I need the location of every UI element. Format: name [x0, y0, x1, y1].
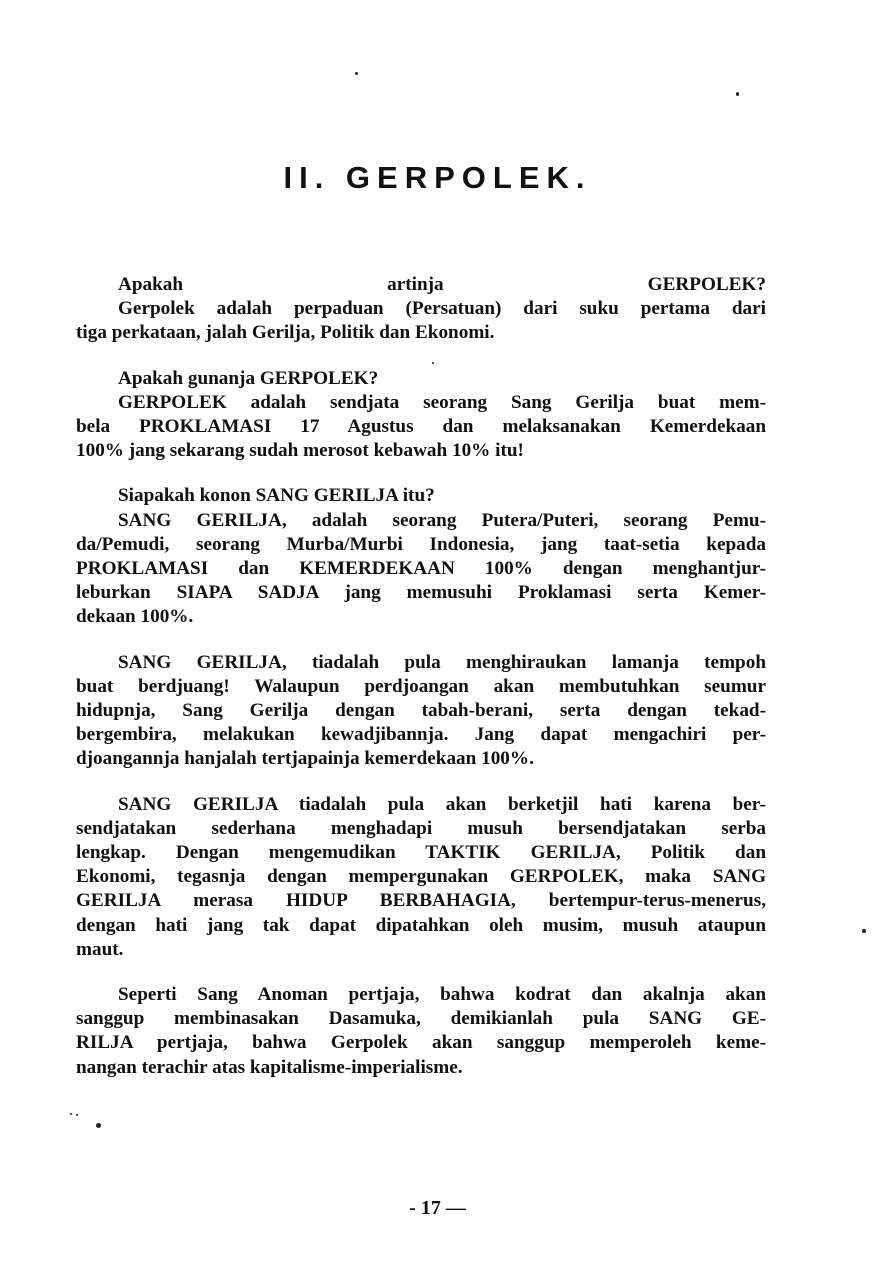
chapter-title: II. GERPOLEK.	[283, 160, 592, 195]
section-anoman	[76, 983, 766, 1080]
text-line: sanggup membinasakan Dasamuka, demikianlah pula SANG GE-	[76, 1008, 766, 1030]
text-line: SANG GERILJA tiadalah pula akan berketjil hati karena ber-	[118, 793, 766, 815]
print-speck	[432, 362, 434, 364]
text-line: buat berdjuang! Walaupun perdjoangan akan membutuhkan seumur	[76, 675, 766, 697]
text-line: dekaan 100%.	[76, 606, 194, 628]
text-line: GERILJA merasa HIDUP BERBAHAGIA, bertempur-terus-menerus,	[76, 890, 766, 912]
section-gerpolek-purpose	[76, 367, 766, 464]
text-line: tiga perkataan, jalah Gerilja, Politik dan Ekonomi.	[76, 322, 495, 344]
section-courage	[76, 793, 766, 962]
print-speck	[76, 1114, 78, 1116]
text-line: SANG GERILJA, tiadalah pula menghiraukan lamanja tempoh	[118, 651, 766, 673]
text-line: RILJA pertjaja, bahwa Gerpolek akan sanggup memperoleh keme-	[76, 1032, 766, 1054]
question-line: Siapakah konon SANG GERILJA itu?	[118, 485, 435, 507]
text-line: nangan terachir atas kapitalisme-imperialisme.	[76, 1056, 463, 1078]
text-line: da/Pemudi, seorang Murba/Murbi Indonesia, jang taat-setia kepada	[76, 533, 766, 555]
print-speck	[862, 929, 866, 933]
text-line: GERPOLEK adalah sendjata seorang Sang Gerilja buat mem-	[118, 391, 766, 413]
text-line: SANG GERILJA, adalah seorang Putera/Puteri, seorang Pemu-	[118, 509, 766, 531]
print-speck	[96, 1123, 101, 1128]
page-number: - 17 —	[409, 1197, 466, 1219]
text-line: bela PROKLAMASI 17 Agustus dan melaksanakan Kemerdekaan	[76, 416, 766, 438]
text-line: Gerpolek adalah perpaduan (Persatuan) dari suku pertama dari	[118, 298, 766, 320]
text-line: djoangannja hanjalah tertjapainja kemerdekaan 100%.	[76, 748, 534, 770]
question-line: Apakah artinja GERPOLEK?	[118, 274, 766, 295]
text-line: leburkan SIAPA SADJA jang memusuhi Proklamasi serta Kemer-	[76, 582, 766, 604]
text-line: Ekonomi, tegasnja dengan mempergunakan GERPOLEK, maka SANG	[76, 866, 766, 888]
text-line: 100% jang sekarang sudah merosot kebawah 10% itu!	[76, 440, 524, 462]
section-gerpolek-meaning	[76, 273, 766, 346]
text-line: lengkap. Dengan mengemudikan TAKTIK GERILJA, Politik dan	[76, 842, 766, 864]
text-line: dengan hati jang tak dapat dipatahkan oleh musim, musuh ataupun	[76, 914, 766, 936]
question-line: Apakah gunanja GERPOLEK?	[118, 367, 379, 389]
body-text	[76, 273, 766, 1080]
text-line: maut.	[76, 938, 124, 960]
section-perseverance	[76, 651, 766, 772]
text-line: bergembira, melakukan kewadjibannja. Jang dapat mengachiri per-	[76, 724, 766, 746]
print-speck	[70, 1113, 72, 1115]
text-line: hidupnja, Sang Gerilja dengan tabah-berani, serta dengan tekad-	[76, 700, 766, 722]
text-line: PROKLAMASI dan KEMERDEKAAN 100% dengan menghantjur-	[76, 558, 766, 580]
text-line: Seperti Sang Anoman pertjaja, bahwa kodrat dan akalnja akan	[118, 984, 766, 1006]
section-sang-gerilja	[76, 484, 766, 629]
print-speck	[736, 92, 739, 96]
text-line: sendjatakan sederhana menghadapi musuh bersendjatakan serba	[76, 817, 766, 839]
print-speck	[355, 72, 358, 75]
